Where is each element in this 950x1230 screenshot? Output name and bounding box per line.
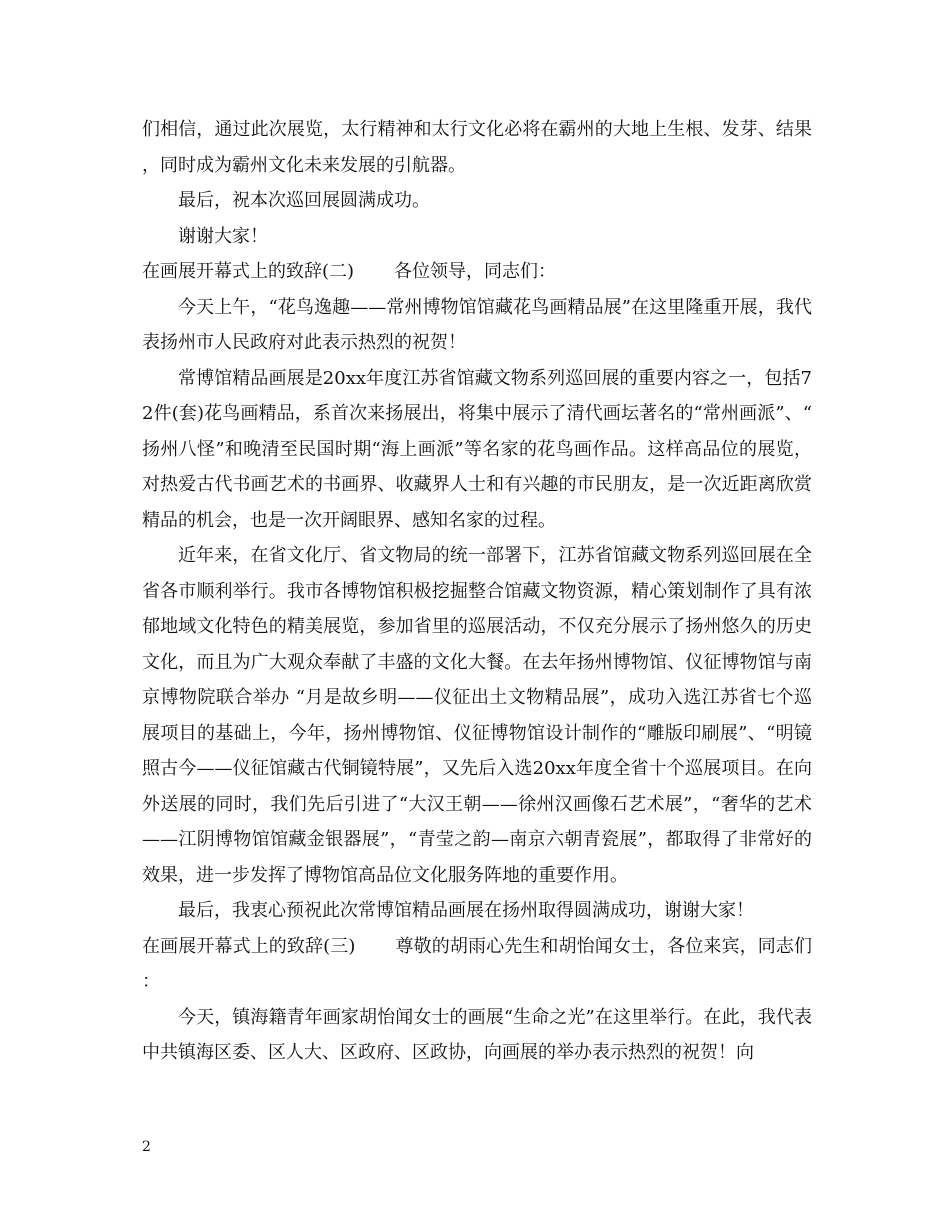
speech-heading-three [142, 929, 812, 1000]
page-number: 2 [142, 1139, 151, 1155]
speech-heading-two-salutation: 各位领导，同志们： [394, 261, 557, 282]
paragraph-continuation: 们相信，通过此次展览，太行精神和太行文化必将在霸州的大地上生根、发芽、结果，同时成为霸州文化未来发展的引航器。 [142, 119, 812, 176]
speech-heading-two-title: 在画展开幕式上的致辞(二) [142, 261, 355, 282]
speech-heading-two [142, 254, 812, 290]
paragraph-recent-years: 近年来，在省文化厅、省文物局的统一部署下，江苏省馆藏文物系列巡回展在全省各市顺利举行。我市各博物馆积极挖掘整合馆藏文物资源，精心策划制作了具有浓郁地域文化特色的精美展览，参加省里的巡展活动，不仅充分展示了扬州悠久的历史文化，而且为广大观众奉献了丰盛的文化大餐。在去年扬州博物馆、仪征博物馆与南京博物院联合举办 “月是故乡明——仪征出土文物精品展”，成功入选江苏省七个巡展项目的基础上，今年，扬州博物馆、仪征博物馆设计制作的“雕版印刷展”、“明镜照古今——仪征馆藏古代铜镜特展”，又先后入选20xx年度全省十个巡展项目。在向外送展的同时，我们先后引进了“大汉王朝——徐州汉画像石艺术展”，“奢华的艺术——江阴博物馆馆藏金银器展”，“青莹之韵—南京六朝青瓷展”，都取得了非常好的效果，进一步发挥了博物馆高品位文化服务阵地的重要作用。 [142, 545, 812, 886]
paragraph-today: 今天，镇海籍青年画家胡怡闻女士的画展“生命之光”在这里举行。在此，我代表中共镇海区委、区人大、区政府、区政协，向画展的举办表示热烈的祝贺！向 [142, 1006, 812, 1063]
paragraph-closing: 最后，我衷心预祝此次常博馆精品画展在扬州取得圆满成功，谢谢大家！ [178, 900, 754, 921]
speech-heading-three-salutation: 尊敬的胡雨心先生和胡怡闻女士，各位来宾，同志们： [142, 935, 813, 992]
document-body [142, 112, 812, 1071]
paragraph-thanks: 谢谢大家！ [178, 225, 268, 247]
speech-heading-three-title: 在画展开幕式上的致辞(三) [142, 935, 356, 957]
paragraph-exhibition-intro: 常博馆精品画展是20xx年度江苏省馆藏文物系列巡回展的重要内容之一，包括72件(套)花鸟画精品，系首次来扬展出，将集中展示了清代画坛著名的“常州画派”、“扬州八怪”和晚清至民国时期“海上画派”等名家的花鸟画作品。这样高品位的展览，对热爱古代书画艺术的书画界、收藏界人士和有兴趣的市民朋友，是一次近距离欣赏精品的机会，也是一次开阔眼界、感知名家的过程。 [142, 367, 812, 531]
paragraph-opening: 今天上午，“花鸟逸趣——常州博物馆馆藏花鸟画精品展”在这里隆重开展，我代表扬州市人民政府对此表示热烈的祝贺！ [142, 296, 812, 353]
paragraph-closing-wish: 最后，祝本次巡回展圆满成功。 [178, 190, 430, 211]
